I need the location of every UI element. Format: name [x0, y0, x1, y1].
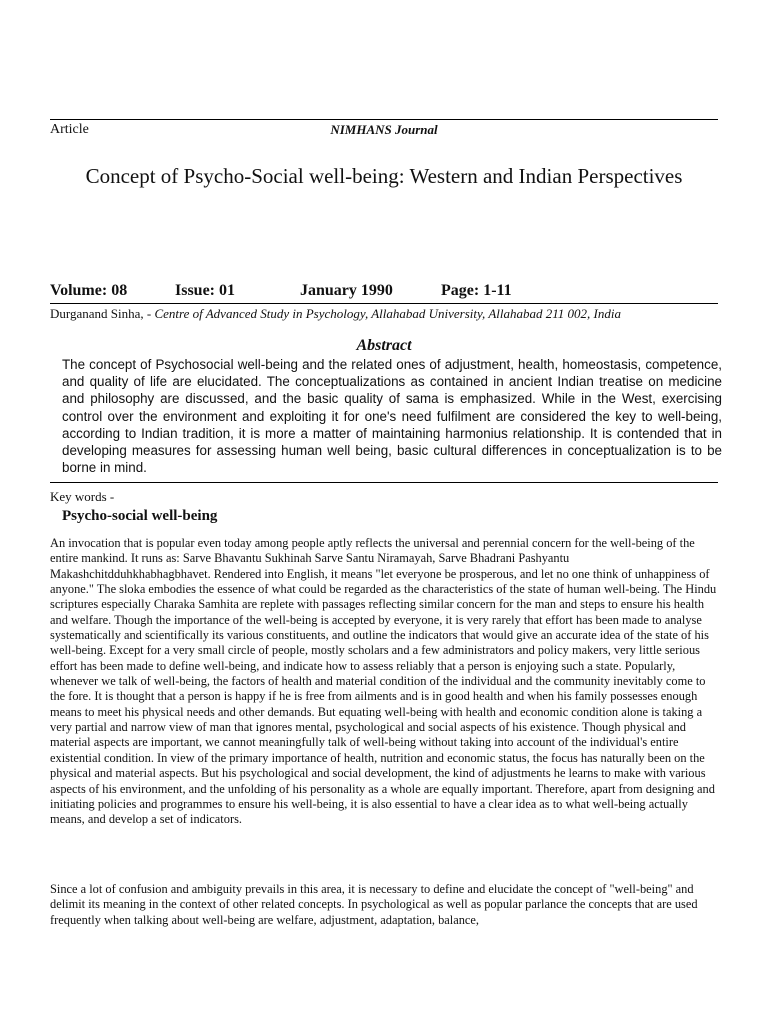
abstract-divider	[50, 482, 718, 483]
abstract-heading: Abstract	[356, 337, 412, 354]
volume-label: Volume: 08	[50, 282, 128, 299]
body-paragraph-1: An invocation that is popular even today among people aptly reflects the universal and perennial concern for the well-being of the entire mankind. It runs as: Sarve Bhavantu Sukhinah Sarve Santu Niramayah, Sarve Bhadrani Pashyantu Makashchitdduhkhabhagbhavet. Rendered into English, it means "let everyone be prosperous, and let no one think of unhappiness of anyone." The sloka embodies the essence of what could be regarded as the characteristics of the state of human well-being. The Hindu scriptures especially Charaka Samhita are replete with passages reflecting similar concern for the man and steps to ensure his health and welfare. Though the importance of the well-being is accepted by everyone, it is very rarely that effort has been made to analyse systematically and scientifically its various constituents, and outline the indicators that would give an accurate idea of the state of his well-being. Except for a very small circle of people, mostly scholars and a few administrators and policy makers, very little serious effort has been made to define well-being, and indicate how to assess reliably that a person is enjoying such a state. Popularly, whenever we talk of well-being, the factors of health and material condition of the individual and the community inevitably come to the fore. It is thought that a person is happy if he is free from ailments and is in good health and when his family possesses enough means to meet his physical needs and other demands. But equating well-being with health and economic condition alone is taking a very partial and narrow view of man that ignores mental, psychological and social aspects of his existence. Though physical and material aspects are important, we cannot meaningfully talk of well-being without taking into account of the individual's entire existential condition. In view of the primary importance of health, nutrition and economic status, the focus has naturally been on the physical and material aspects. But his psychological and social development, the kind of adjustments he learns to make with various aspects of his environment, and the unfolding of his personality as a whole are equally important. Therefore, apart from designing and initiating policies and programmes to ensure his well-being, it is also essential to have a clear idea as to what well-being actually means, and develop a set of indicators.	[50, 536, 717, 827]
abstract-text: The concept of Psychosocial well-being and the related ones of adjustment, health, homeostasis, competence, and quality of life are elucidated. The conceptualizations as contained in ancient Indian treatise on medicine and philosophy are discussed, and the basic quality of sama is emphasized. While in the West, exercising control over the environment and exploiting it for one's need fulfilment are considered the key to well-being, according to Indian tradition, it is more a matter of maintaining harmonius relationship. It is contended that in developing measures for assessing human well being, basic cultural differences in conceptualization is to be borne in mind.	[62, 357, 722, 476]
author-line	[50, 305, 720, 322]
journal-header	[50, 119, 718, 138]
article-title: Concept of Psycho-Social well-being: Western and Indian Perspectives	[85, 164, 683, 188]
issue-label: Issue: 01	[175, 282, 236, 299]
keywords-label: Key words -	[50, 489, 115, 504]
date-label: January 1990	[300, 282, 393, 299]
section-label: Article	[50, 122, 89, 137]
body-paragraph-2: Since a lot of confusion and ambiguity prevails in this area, it is necessary to define and elucidate the concept of "well-being" and delimit its meaning in the context of other related concepts. In psychological as well as popular parlance the concepts that are used frequently when talking about well-being are welfare, adjustment, adaptation, balance,	[50, 882, 698, 927]
page-range-label: Page: 1-11	[441, 282, 512, 299]
author-affiliation: - Centre of Advanced Study in Psychology, Allahabad University, Allahabad 211 002, India	[146, 306, 621, 321]
journal-name: NIMHANS Journal	[330, 122, 438, 137]
author-name: Durganand Sinha,	[50, 306, 144, 321]
publication-meta	[50, 281, 718, 304]
keywords-value: Psycho-social well-being	[62, 508, 218, 524]
